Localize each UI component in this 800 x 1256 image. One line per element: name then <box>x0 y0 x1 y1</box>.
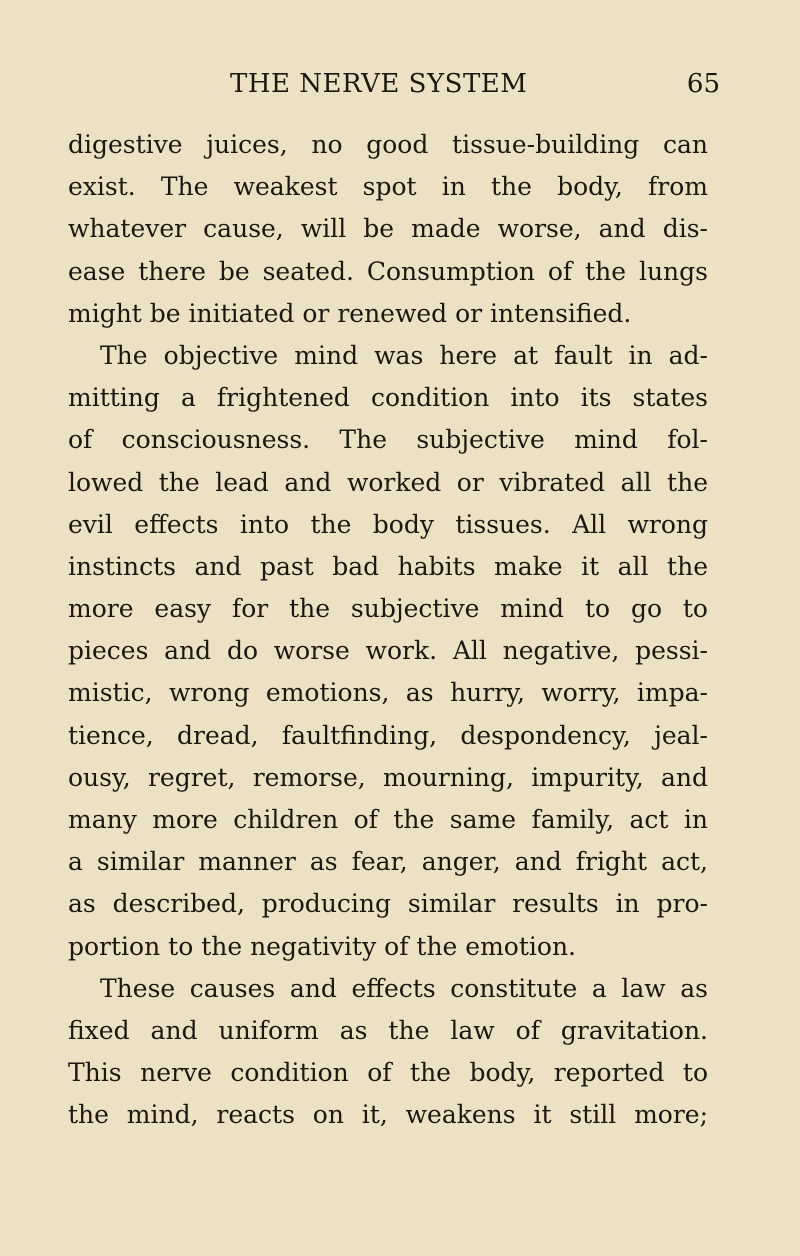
text-line: lowed the lead and worked or vibrated all the <box>68 467 708 497</box>
text-line: the mind, reacts on it, weakens it still more; <box>68 1100 708 1130</box>
text-line: ease there be seated. Consumption of the lungs <box>68 256 708 286</box>
text-line: a similar manner as fear, anger, and fright act, <box>68 847 708 877</box>
body-text <box>68 124 708 1137</box>
text-line: fixed and uniform as the law of gravitation. <box>68 1015 708 1045</box>
text-line: This nerve condition of the body, reported to <box>68 1058 708 1088</box>
running-title: THE NERVE SYSTEM <box>230 69 528 99</box>
text-line: mitting a frightened condition into its states <box>68 383 708 413</box>
text-line: portion to the negativity of the emotion. <box>68 931 576 961</box>
text-line: These causes and effects constitute a law as <box>100 973 708 1003</box>
text-line: might be initiated or renewed or intensified. <box>68 298 632 328</box>
text-line: mistic, wrong emotions, as hurry, worry, impa- <box>68 678 708 708</box>
text-line: whatever cause, will be made worse, and dis- <box>68 214 708 244</box>
text-line: The objective mind was here at fault in ad- <box>100 340 708 370</box>
text-line: ousy, regret, remorse, mourning, impurity, and <box>68 762 708 792</box>
text-line: evil effects into the body tissues. All wrong <box>68 509 708 539</box>
text-line: many more children of the same family, act in <box>68 805 708 834</box>
text-line: tience, dread, faultfinding, despondency, jeal- <box>68 720 708 750</box>
text-line: pieces and do worse work. All negative, pessi- <box>68 636 708 666</box>
page-number: 65 <box>686 69 720 99</box>
text-line: more easy for the subjective mind to go to <box>68 594 708 624</box>
text-line: digestive juices, no good tissue-building can <box>68 130 708 159</box>
text-line: exist. The weakest spot in the body, from <box>68 172 708 202</box>
text-line: as described, producing similar results in pro- <box>68 889 708 919</box>
text-line: of consciousness. The subjective mind fol- <box>68 425 708 455</box>
running-head <box>60 66 720 102</box>
text-line: instincts and past bad habits make it all the <box>68 551 708 581</box>
